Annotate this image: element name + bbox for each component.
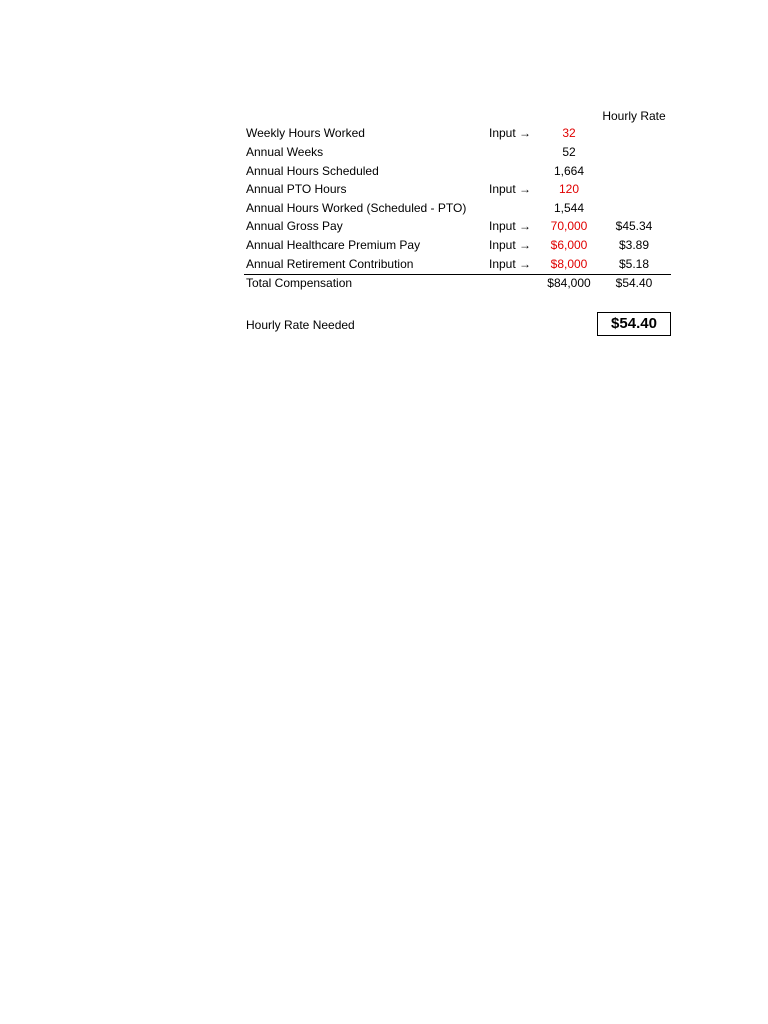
table-row-annual-hours-worked: [246, 199, 670, 218]
row-label: Annual PTO Hours: [246, 182, 347, 196]
input-indicator: Input →: [489, 126, 532, 140]
total-label: Total Compensation: [246, 275, 353, 290]
healthcare-hourly-rate: $3.89: [618, 238, 650, 252]
row-label: Annual Retirement Contribution: [246, 257, 414, 271]
row-label: Annual Hours Worked (Scheduled - PTO): [246, 200, 467, 215]
input-indicator: Input →: [489, 257, 532, 271]
annual-hours-scheduled-value: 1,664: [553, 163, 585, 178]
hourly-rate-header: Hourly Rate: [602, 109, 666, 123]
table-row-total-compensation: [246, 274, 670, 293]
annual-weeks-value: 52: [562, 145, 576, 159]
healthcare-premium-input-cell[interactable]: $6,000: [550, 238, 588, 252]
row-label: Annual Gross Pay: [246, 219, 343, 233]
table-row-annual-gross-pay: [246, 217, 670, 236]
pto-hours-input-cell[interactable]: 120: [558, 182, 580, 196]
total-amount: $84,000: [547, 275, 591, 290]
table-row-annual-weeks: [246, 143, 670, 162]
table-row-weekly-hours: [246, 124, 670, 143]
input-indicator: Input →: [489, 219, 532, 233]
table-row-annual-hours-scheduled: [246, 162, 670, 181]
hourly-rate-needed-value: $54.40: [597, 312, 671, 336]
total-hourly-rate: $54.40: [615, 275, 653, 290]
row-label: Weekly Hours Worked: [246, 126, 365, 140]
table-row-healthcare-premium: [246, 236, 670, 255]
row-label: Annual Weeks: [246, 145, 324, 159]
table-row-retirement-contribution: [246, 255, 670, 274]
input-indicator: Input →: [489, 182, 532, 196]
weekly-hours-input-cell[interactable]: 32: [562, 126, 576, 140]
row-label: Annual Healthcare Premium Pay: [246, 238, 421, 252]
retirement-contribution-input-cell[interactable]: $8,000: [550, 257, 588, 271]
retirement-hourly-rate: $5.18: [618, 257, 650, 271]
table-row-annual-pto-hours: [246, 180, 670, 199]
gross-pay-hourly-rate: $45.34: [615, 219, 653, 233]
hourly-rate-needed-label: Hourly Rate Needed: [246, 318, 355, 332]
row-label: Annual Hours Scheduled: [246, 163, 379, 178]
annual-hours-worked-value: 1,544: [553, 200, 585, 215]
gross-pay-input-cell[interactable]: 70,000: [550, 219, 588, 233]
input-indicator: Input →: [489, 238, 532, 252]
